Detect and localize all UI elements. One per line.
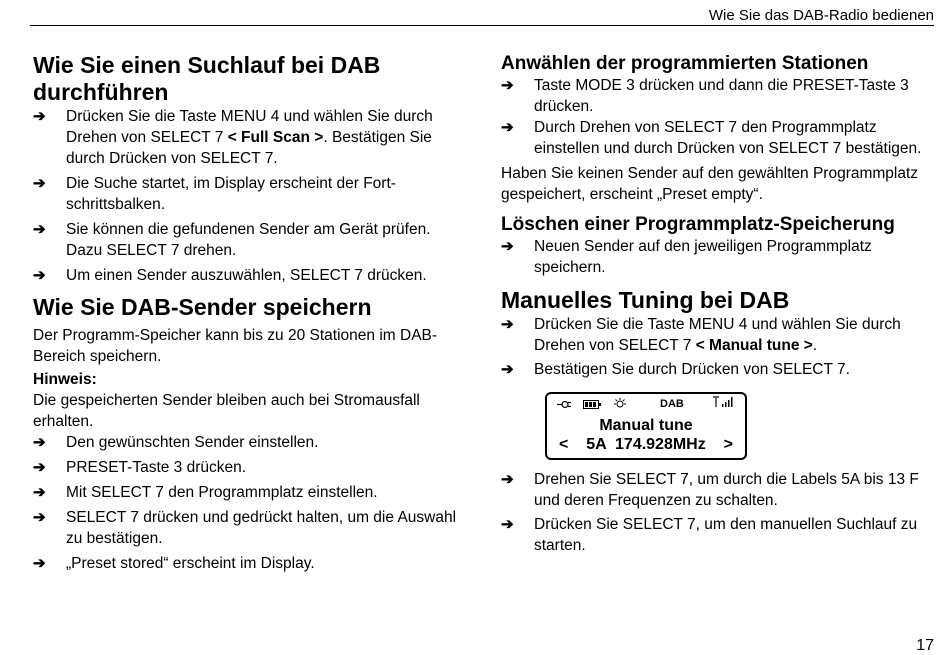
note-label: Hinweis:	[33, 371, 97, 388]
list-item: ➔ Drücken Sie die Taste MENU 4 und wählen Sie durch Drehen von SELECT 7 < Manual tune >.	[501, 316, 901, 354]
arrow-icon: ➔	[33, 434, 46, 451]
delete-steps	[501, 236, 931, 278]
list-item: ➔ Den gewünschten Sender einstellen.	[33, 434, 319, 451]
arrow-icon: ➔	[501, 471, 514, 488]
section-title-manual: Manuelles Tuning bei DAB	[501, 287, 790, 313]
list-item: ➔ Die Suche startet, im Display erscheint der Fortschrittsbalken.	[33, 175, 396, 213]
display-left-arrow: <	[559, 436, 569, 453]
section-title-presets: Anwählen der programmierten Stationen	[501, 53, 869, 74]
brightness-icon	[613, 398, 627, 412]
right-column	[501, 52, 931, 556]
plug-icon	[557, 400, 571, 412]
dab-indicator: DAB	[660, 398, 684, 410]
list-item: ➔ Drehen Sie SELECT 7, um durch die Labels 5A bis 13 F und deren Frequenzen zu schalten.	[501, 471, 919, 509]
header-rule	[30, 25, 934, 26]
arrow-icon: ➔	[501, 316, 514, 333]
arrow-icon: ➔	[33, 459, 46, 476]
list-item: ➔ „Preset stored“ erscheint im Display.	[33, 555, 315, 572]
arrow-icon: ➔	[501, 238, 514, 255]
list-item: ➔ Durch Drehen von SELECT 7 den Programmplatz einstellen und durch Drücken von SELECT 7 bestätigen.	[501, 119, 922, 157]
list-item: ➔ Mit SELECT 7 den Programmplatz einstellen.	[33, 484, 378, 501]
manual-steps	[501, 314, 931, 380]
preset-steps	[501, 75, 931, 159]
signal-strength-icon	[713, 396, 735, 410]
note-text: Die gespeicherten Sender bleiben auch bei Stromausfall erhalten.	[33, 392, 420, 430]
list-item: ➔ Drücken Sie die Taste MENU 4 und wählen Sie durch Drehen von SELECT 7 < Full Scan >. Bestätigen Sie durch Drücken von SELECT 7.	[33, 108, 433, 167]
list-item: ➔ Sie können die gefundenen Sender am Gerät prüfen. Dazu SELECT 7 drehen.	[33, 221, 431, 259]
arrow-icon: ➔	[33, 221, 46, 238]
preset-empty-text: Haben Sie keinen Sender auf den gewählten Programmplatz gespeichert, erscheint „Preset empty“.	[501, 165, 919, 203]
arrow-icon: ➔	[33, 108, 46, 125]
arrow-icon: ➔	[501, 361, 514, 378]
list-item: ➔ Neuen Sender auf den jeweiligen Programmplatz speichern.	[501, 238, 872, 276]
manual-steps-after	[501, 469, 931, 556]
list-item: ➔ PRESET-Taste 3 drücken.	[33, 459, 247, 476]
list-item: ➔ Taste MODE 3 drücken und dann die PRESET-Taste 3 drücken.	[501, 77, 909, 115]
store-intro: Der Programm-Speicher kann bis zu 20 Stationen im DAB-Bereich speichern.	[33, 327, 438, 365]
store-steps	[33, 432, 468, 574]
section-title-delete: Löschen einer Programmplatz-Speicherung	[501, 214, 895, 235]
arrow-icon: ➔	[33, 175, 46, 192]
battery-icon	[583, 400, 601, 412]
arrow-icon: ➔	[501, 77, 514, 94]
arrow-icon: ➔	[33, 555, 46, 572]
arrow-icon: ➔	[33, 509, 46, 526]
arrow-icon: ➔	[501, 516, 514, 533]
display-frequency-line	[559, 436, 733, 454]
list-item: ➔ SELECT 7 drücken und gedrückt halten, um die Auswahl zu bestätigen.	[33, 509, 457, 547]
display-right-arrow: >	[723, 436, 733, 453]
running-head: Wie Sie das DAB-Radio bedienen	[708, 7, 934, 24]
list-item: ➔ Drücken Sie SELECT 7, um den manuellen Suchlauf zu starten.	[501, 516, 918, 554]
arrow-icon: ➔	[33, 484, 46, 501]
page-number: 17	[916, 637, 934, 654]
lcd-display	[545, 392, 747, 460]
section-title-store: Wie Sie DAB-Sender speichern	[33, 294, 372, 320]
scan-steps	[33, 106, 468, 286]
display-frequency: 5A 174.928MHz	[586, 436, 706, 453]
arrow-icon: ➔	[501, 119, 514, 136]
arrow-icon: ➔	[33, 267, 46, 284]
list-item: ➔ Bestätigen Sie durch Drücken von SELECT 7.	[501, 361, 850, 378]
section-title-scan: Wie Sie einen Suchlauf bei DAB durchführen	[33, 52, 381, 105]
list-item: ➔ Um einen Sender auszuwählen, SELECT 7 drücken.	[33, 267, 427, 284]
left-column	[33, 52, 468, 574]
display-mode-text: Manual tune	[599, 417, 693, 434]
